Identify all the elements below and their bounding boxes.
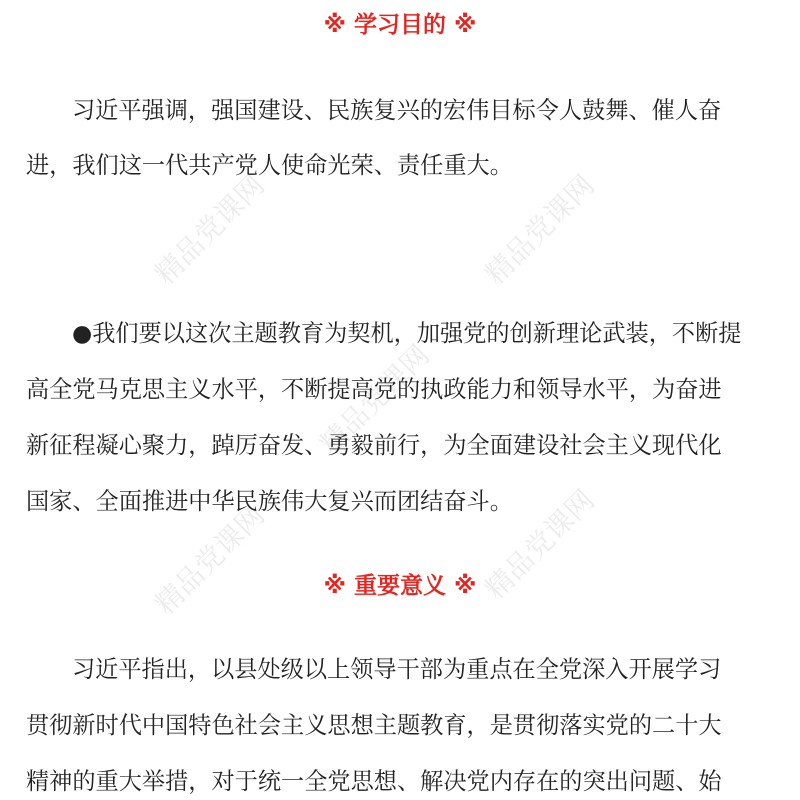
paragraph-line: 新征程凝心聚力，踔厉奋发、勇毅前行，为全面建设社会主义现代化 — [26, 432, 722, 459]
section-heading-significance: ※ 重要意义 ※ — [323, 573, 477, 599]
paragraph-line: 习近平强调，强国建设、民族复兴的宏伟目标令人鼓舞、催人奋 — [72, 97, 722, 124]
watermark: 精品党课网 — [148, 498, 271, 621]
paragraph-line: ●我们要以这次主题教育为契机，加强党的创新理论武装，不断提 — [72, 320, 742, 347]
paragraph-line: 贯彻新时代中国特色社会主义思想主题教育，是贯彻落实党的二十大 — [26, 712, 722, 739]
paragraph-line: 习近平指出，以县处级以上领导干部为重点在全党深入开展学习 — [72, 656, 722, 683]
paragraph-line: 精神的重大举措，对于统一全党思想、解决党内存在的突出问题、始 — [26, 768, 722, 795]
paragraph-line: 高全党马克思主义水平，不断提高党的执政能力和领导水平，为奋进 — [26, 376, 722, 403]
paragraph-line: 进，我们这一代共产党人使命光荣、责任重大。 — [26, 152, 513, 179]
watermark: 精品党课网 — [313, 338, 436, 461]
watermark: 精品党课网 — [478, 483, 601, 606]
section-heading-learning-purpose: ※ 学习目的 ※ — [323, 12, 477, 38]
watermark: 精品党课网 — [148, 168, 271, 291]
watermark: 精品党课网 — [478, 168, 601, 291]
paragraph-line: 国家、全面推进中华民族伟大复兴而团结奋斗。 — [26, 488, 513, 515]
